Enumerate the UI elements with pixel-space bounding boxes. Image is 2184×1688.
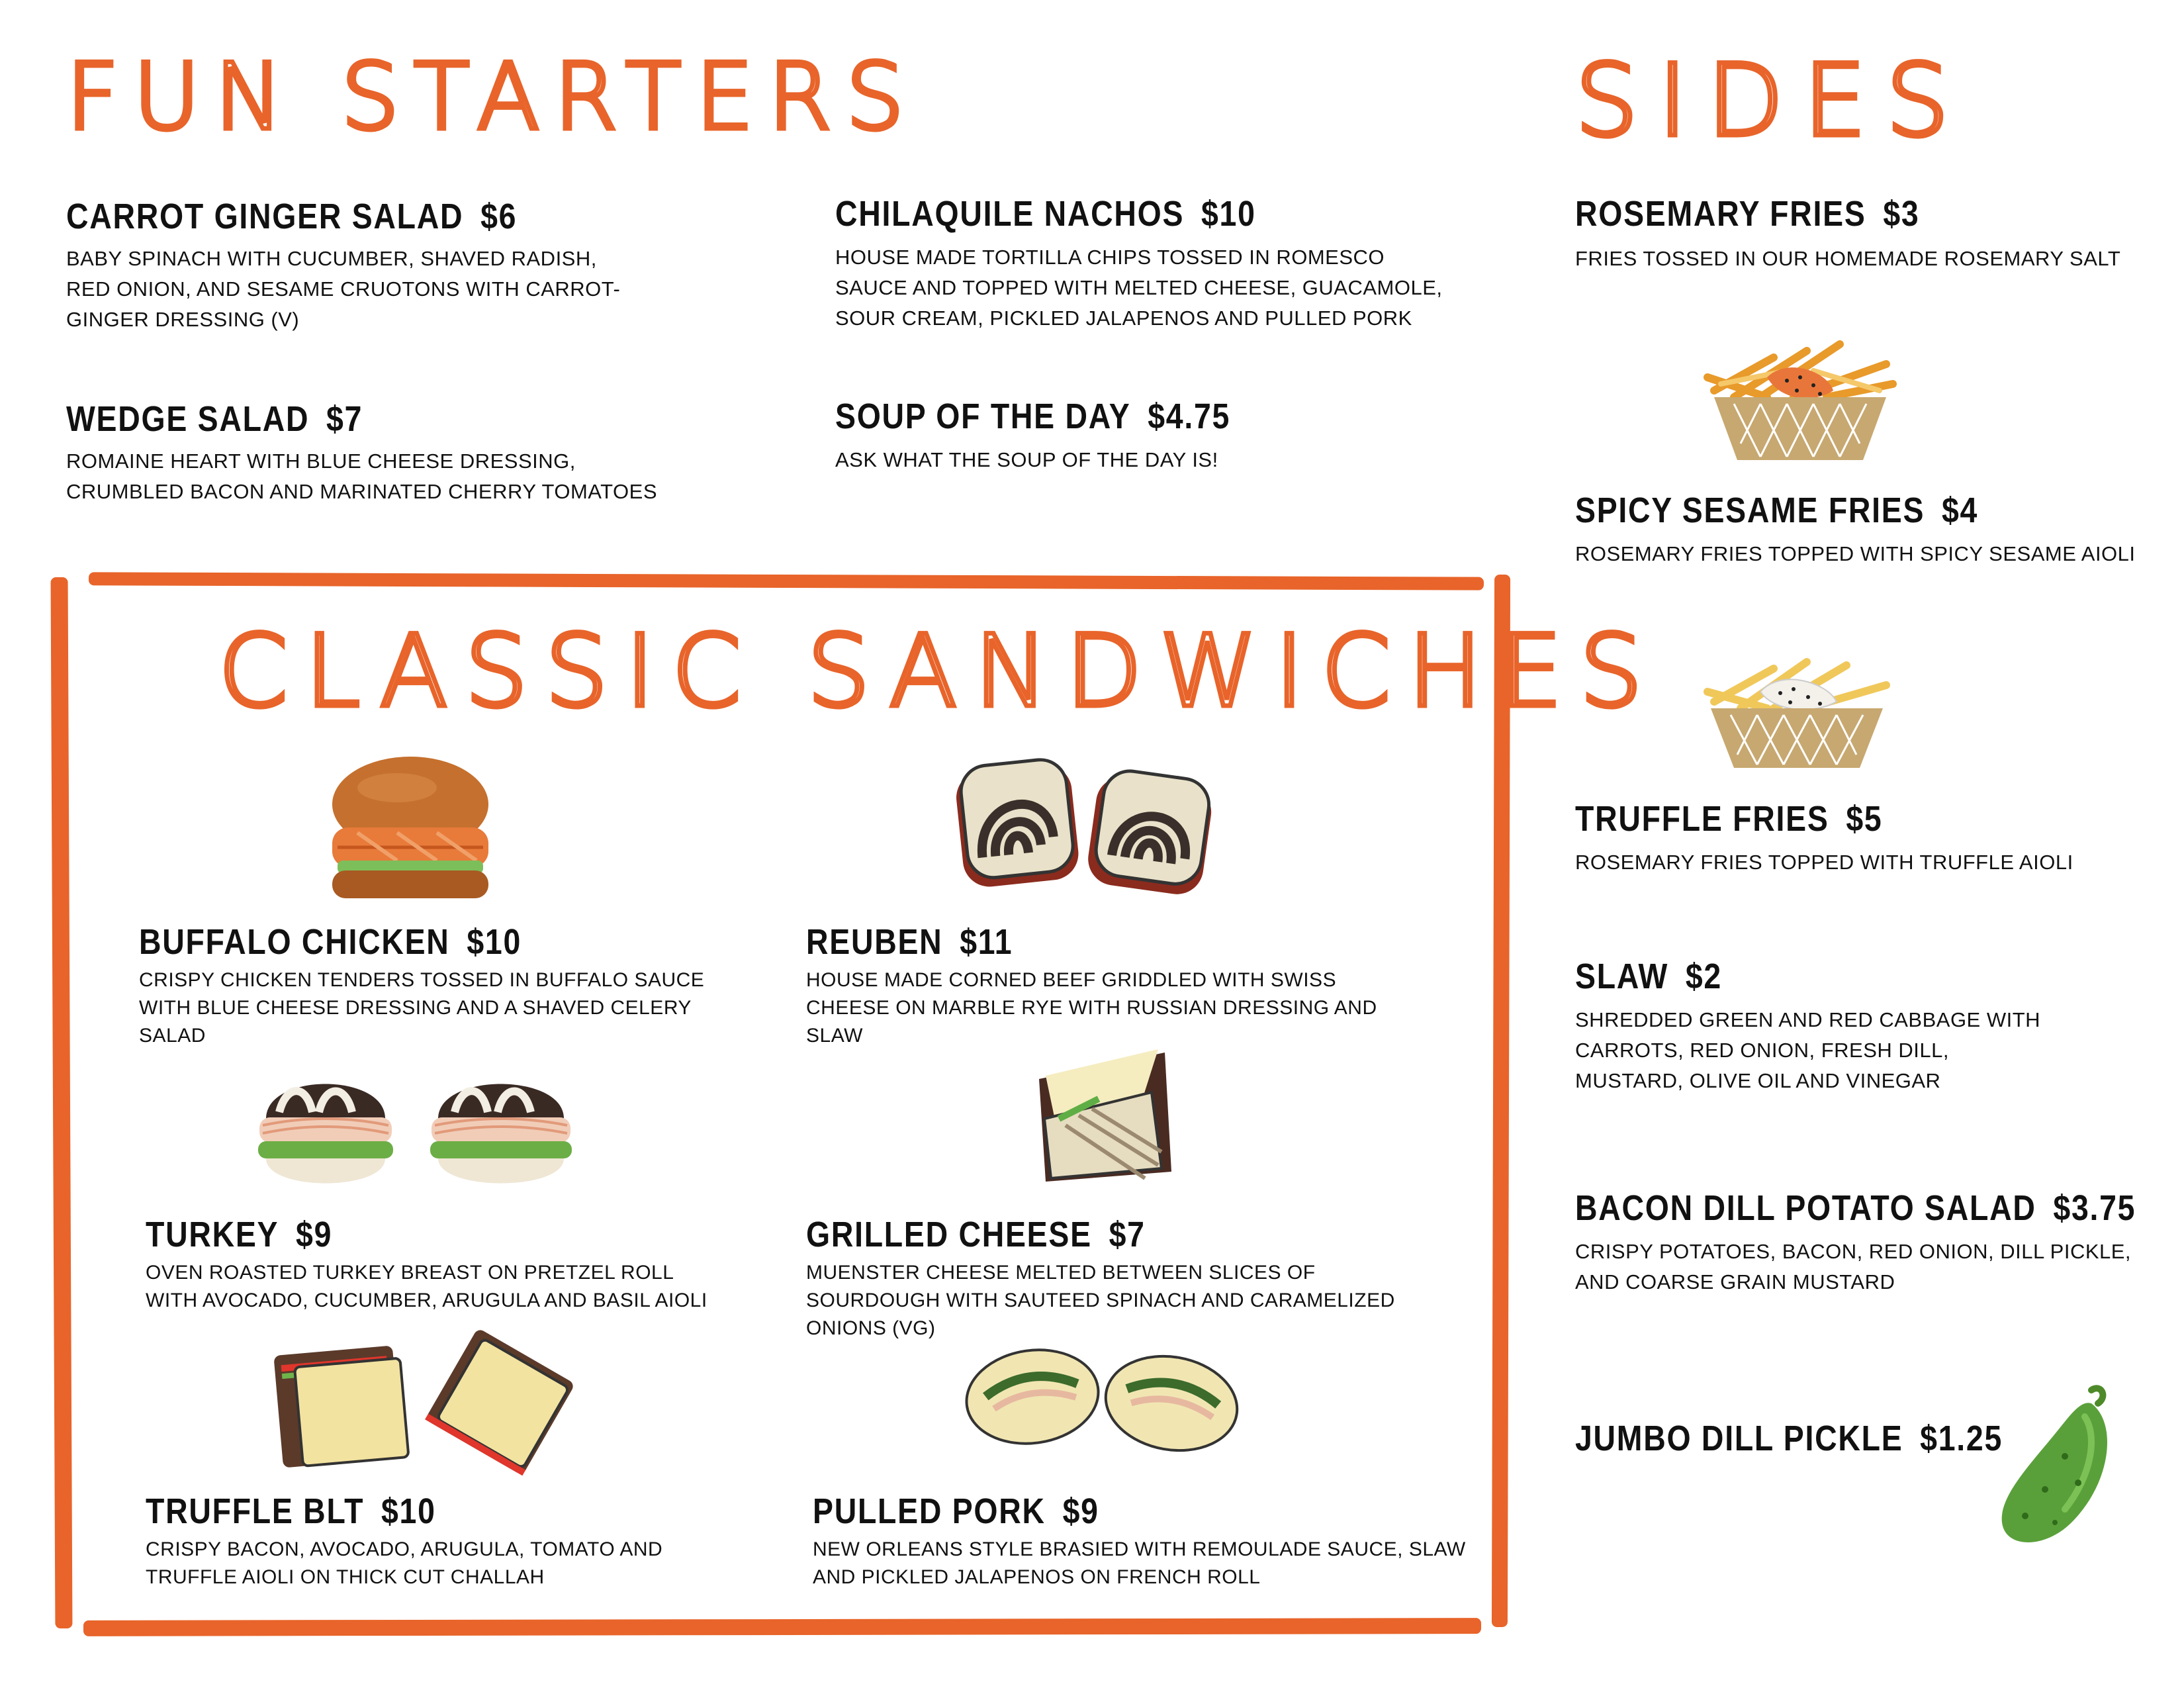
item-name: JUMBO DILL PICKLE	[1575, 1419, 1903, 1458]
frame-left-border	[51, 577, 73, 1628]
item-description: NEW ORLEANS STYLE BRASIED WITH REMOULADE SAUCE, SLAW AND PICKLED JALAPENOS ON FRENCH ROLL	[813, 1538, 1466, 1588]
item-name: ROSEMARY FRIES	[1575, 194, 1866, 234]
item-price: $5	[1846, 799, 1883, 839]
item-price: $10	[467, 922, 522, 962]
menu-item-title	[66, 199, 517, 234]
grilled-cheese-illustration	[1019, 1039, 1185, 1192]
item-price: $6	[480, 197, 518, 236]
item-description: ASK WHAT THE SOUP OF THE DAY IS!	[835, 448, 1218, 471]
menu-item-title	[1575, 196, 1919, 232]
item-name: TRUFFLE BLT	[146, 1491, 365, 1531]
item-description: HOUSE MADE TORTILLA CHIPS TOSSED IN ROMESCO SAUCE AND TOPPED WITH MELTED CHEESE, GUACAMOLE, SOUR CREAM, PICKLED JALAPENOS AND PULLED PORK	[835, 246, 1443, 330]
item-name: TURKEY	[146, 1215, 279, 1254]
menu-item-title	[835, 196, 1256, 232]
turkey-sandwich-illustration	[253, 1059, 577, 1198]
burger-illustration	[324, 755, 496, 907]
frame-top-border	[89, 572, 1484, 590]
menu-item-title	[139, 924, 522, 960]
item-price: $11	[960, 922, 1013, 962]
item-description: CRISPY POTATOES, BACON, RED ONION, DILL PICKLE, AND COARSE GRAIN MUSTARD	[1575, 1240, 2132, 1293]
menu-item-title	[835, 399, 1230, 434]
frame-bottom-border	[83, 1618, 1481, 1636]
item-name: TRUFFLE FRIES	[1575, 799, 1829, 839]
item-price: $7	[326, 399, 363, 439]
item-name: SOUP OF THE DAY	[835, 397, 1131, 436]
menu-item-title	[146, 1217, 332, 1252]
item-description: MUENSTER CHEESE MELTED BETWEEN SLICES OF SOURDOUGH WITH SAUTEED SPINACH AND CARAMELIZED ONIONS (VG)	[806, 1262, 1395, 1339]
item-description: ROMAINE HEART WITH BLUE CHEESE DRESSING, CRUMBLED BACON AND MARINATED CHERRY TOMATOES	[66, 449, 658, 503]
menu-item-title	[66, 401, 363, 437]
menu-item-title	[806, 1217, 1146, 1252]
item-name: GRILLED CHEESE	[806, 1215, 1092, 1254]
item-price: $3	[1883, 194, 1920, 234]
menu-item-title	[813, 1493, 1099, 1529]
reuben-illustration	[953, 755, 1218, 907]
pulled-pork-illustration	[960, 1331, 1244, 1470]
item-description: FRIES TOSSED IN OUR HOMEMADE ROSEMARY SALT	[1575, 247, 2121, 270]
pickle-illustration	[1992, 1383, 2124, 1556]
starters-title: FUN STARTERS	[66, 44, 919, 150]
menu-item-title	[806, 924, 1013, 960]
item-description: CRISPY CHICKEN TENDERS TOSSED IN BUFFALO SAUCE WITH BLUE CHEESE DRESSING AND A SHAVED CELERY SALAD	[139, 969, 705, 1047]
blt-illustration	[265, 1337, 582, 1470]
item-name: WEDGE SALAD	[66, 399, 310, 439]
item-name: SLAW	[1575, 957, 1669, 996]
item-name: BUFFALO CHICKEN	[139, 922, 450, 962]
item-name: BACON DILL POTATO SALAD	[1575, 1188, 2036, 1228]
item-price: $1.25	[1920, 1419, 2003, 1458]
menu-item-title	[1575, 492, 1978, 528]
item-price: $9	[296, 1215, 333, 1254]
item-description: SHREDDED GREEN AND RED CABBAGE WITH CARROTS, RED ONION, FRESH DILL, MUSTARD, OLIVE OIL AND VINEGAR	[1575, 1008, 2041, 1092]
item-name: CHILAQUILE NACHOS	[835, 194, 1185, 234]
menu-item-title	[146, 1493, 436, 1529]
item-description: ROSEMARY FRIES TOPPED WITH TRUFFLE AIOLI	[1575, 851, 2073, 874]
item-price: $2	[1685, 957, 1722, 996]
item-price: $10	[1201, 194, 1256, 234]
item-name: REUBEN	[806, 922, 943, 962]
item-price: $4.75	[1148, 397, 1231, 436]
item-description: OVEN ROASTED TURKEY BREAST ON PRETZEL ROLL WITH AVOCADO, CUCUMBER, ARUGULA AND BASIL AIOLI	[146, 1262, 707, 1311]
item-price: $10	[381, 1491, 436, 1531]
menu-item-title	[1575, 1421, 2003, 1456]
sesame-fries-basket-illustration	[1694, 645, 1899, 778]
item-description: CRISPY BACON, AVOCADO, ARUGULA, TOMATO AND TRUFFLE AIOLI ON THICK CUT CHALLAH	[146, 1538, 663, 1588]
item-description: ROSEMARY FRIES TOPPED WITH SPICY SESAME AIOLI	[1575, 542, 2136, 565]
sides-title: SIDES	[1575, 44, 1969, 159]
item-description: HOUSE MADE CORNED BEEF GRIDDLED WITH SWISS CHEESE ON MARBLE RYE WITH RUSSIAN DRESSING AND SLAW	[806, 969, 1377, 1047]
item-price: $4	[1941, 491, 1979, 530]
item-name: CARROT GINGER SALAD	[66, 197, 464, 236]
menu-item-title	[1575, 959, 1722, 994]
item-name: PULLED PORK	[813, 1491, 1046, 1531]
menu-item-title	[1575, 1190, 2136, 1226]
menu-item-title	[1575, 801, 1882, 837]
item-name: SPICY SESAME FRIES	[1575, 491, 1925, 530]
sandwiches-title: CLASSIC SANDWICHES	[218, 614, 1660, 729]
fries-basket-illustration	[1694, 331, 1906, 470]
item-price: $7	[1109, 1215, 1146, 1254]
frame-right-border	[1492, 575, 1510, 1627]
item-description: BABY SPINACH WITH CUCUMBER, SHAVED RADISH, RED ONION, AND SESAME CRUOTONS WITH CARROT-GINGER DRESSING (V)	[66, 247, 621, 331]
item-price: $9	[1062, 1491, 1099, 1531]
item-price: $3.75	[2053, 1188, 2136, 1228]
